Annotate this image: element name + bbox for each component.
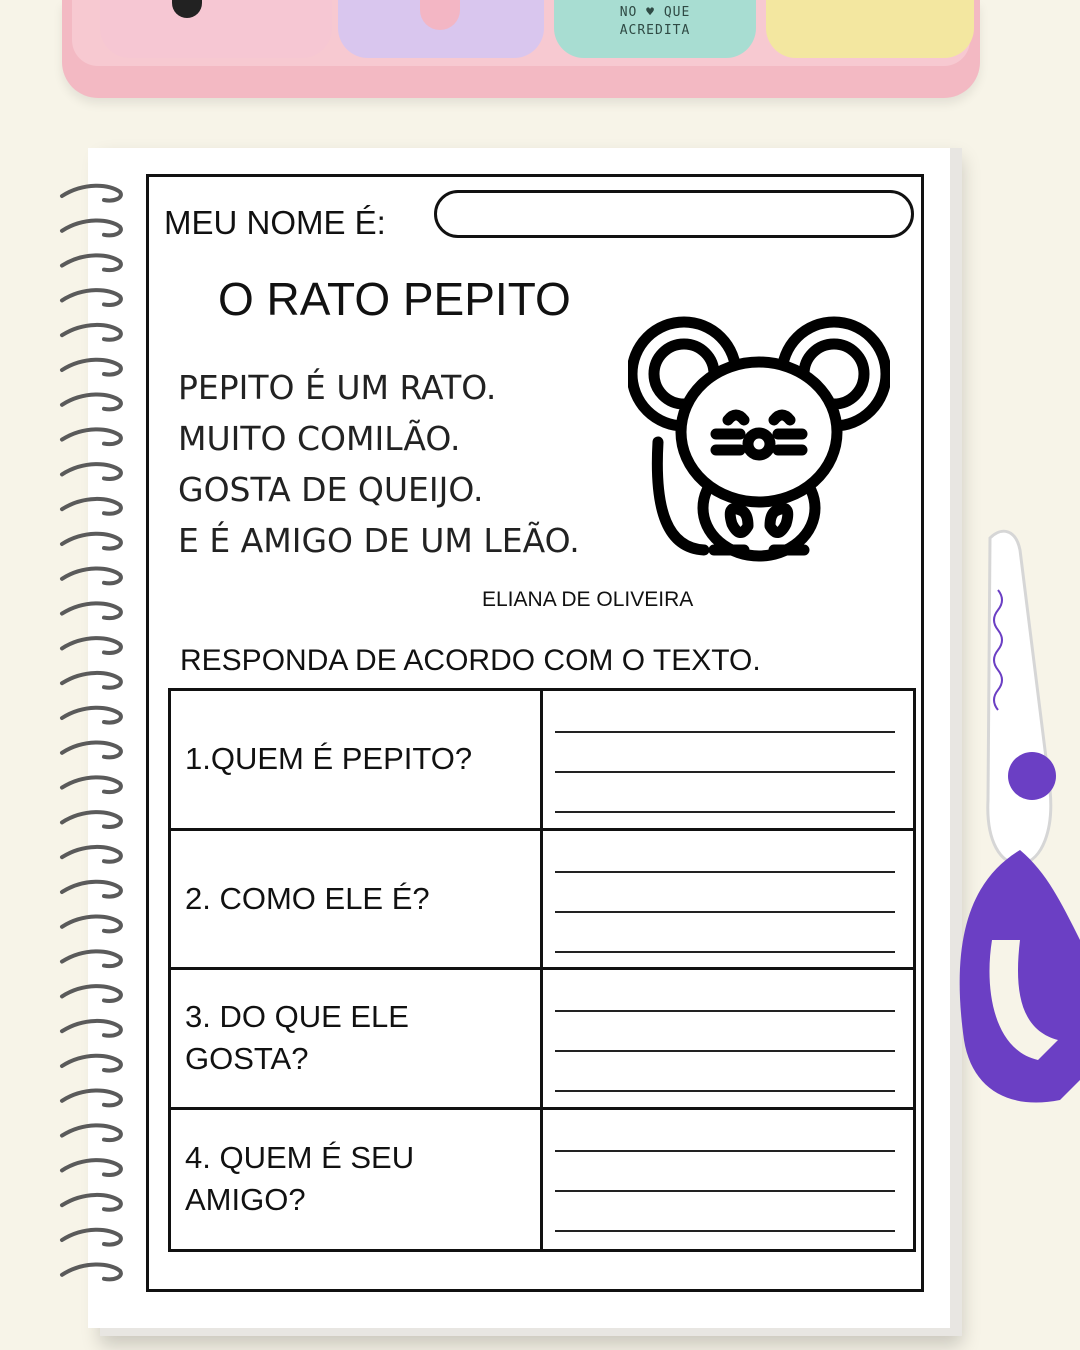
- spiral-ring: [62, 186, 121, 201]
- answer-area[interactable]: [543, 970, 913, 1107]
- author-name: ELIANA DE OLIVEIRA: [482, 588, 694, 611]
- spiral-ring: [62, 429, 121, 444]
- spiral-ring: [62, 290, 121, 305]
- spiral-ring: [62, 325, 121, 340]
- spiral-ring: [62, 499, 121, 514]
- story-line: E É AMIGO DE UM LEÃO.: [178, 521, 580, 560]
- spiral-ring: [62, 360, 121, 375]
- spiral-ring: [62, 255, 121, 270]
- answer-line: [555, 951, 895, 953]
- instruction-text: RESPONDA DE ACORDO COM O TEXTO.: [180, 644, 761, 677]
- spiral-ring: [62, 1160, 121, 1175]
- table-row: [171, 1110, 913, 1250]
- story-line: GOSTA DE QUEIJO.: [178, 470, 484, 509]
- yellow-cup: [766, 0, 974, 58]
- name-field[interactable]: [434, 190, 914, 238]
- spiral-ring: [62, 743, 121, 758]
- spiral-ring: [62, 534, 121, 549]
- spiral-ring: [62, 569, 121, 584]
- question-table: [168, 688, 916, 1252]
- answer-line: [555, 1050, 895, 1052]
- pink-cup: [100, 0, 332, 58]
- spiral-ring: [62, 1021, 121, 1036]
- spiral-ring: [62, 812, 121, 827]
- story-text: [178, 362, 580, 566]
- spiral-ring: [62, 777, 121, 792]
- spiral-ring: [62, 673, 121, 688]
- spiral-ring: [62, 395, 121, 410]
- spiral-ring: [62, 603, 121, 618]
- scissors-icon: [950, 520, 1080, 1140]
- story-line: MUITO COMILÃO.: [178, 419, 461, 458]
- table-row: [171, 691, 913, 831]
- spiral-binding-icon: [54, 178, 128, 1298]
- answer-line: [555, 731, 895, 733]
- answer-line: [555, 1010, 895, 1012]
- answer-line: [555, 1090, 895, 1092]
- spiral-ring: [62, 221, 121, 236]
- spiral-ring: [62, 1195, 121, 1210]
- spiral-ring: [62, 882, 121, 897]
- question-text: 4. QUEM É SEU AMIGO?: [171, 1110, 543, 1250]
- name-label: MEU NOME É:: [164, 204, 386, 241]
- answer-line: [555, 911, 895, 913]
- spiral-ring: [62, 986, 121, 1001]
- answer-area[interactable]: [543, 831, 913, 968]
- cup-text-line2: ACREDITA: [619, 23, 691, 38]
- answer-line: [555, 771, 895, 773]
- spiral-ring: [62, 1056, 121, 1071]
- spiral-ring: [62, 951, 121, 966]
- spiral-ring: [62, 1230, 121, 1245]
- answer-line: [555, 871, 895, 873]
- answer-line: [555, 1150, 895, 1152]
- spiral-ring: [62, 917, 121, 932]
- answer-area[interactable]: [543, 691, 913, 828]
- spiral-ring: [62, 638, 121, 653]
- spiral-ring: [62, 1265, 121, 1280]
- answer-line: [555, 811, 895, 813]
- story-title: O RATO PEPITO: [218, 273, 571, 325]
- question-text: 3. DO QUE ELE GOSTA?: [171, 970, 543, 1107]
- spiral-ring: [62, 1125, 121, 1140]
- cup-text-line1: NO ♥ QUE: [619, 5, 691, 20]
- spiral-ring: [62, 847, 121, 862]
- spiral-ring: [62, 1091, 121, 1106]
- spiral-ring: [62, 464, 121, 479]
- story-line: PEPITO É UM RATO.: [178, 368, 497, 407]
- answer-line: [555, 1190, 895, 1192]
- table-row: [171, 831, 913, 971]
- spiral-ring: [62, 708, 121, 723]
- question-text: 1.QUEM É PEPITO?: [171, 691, 543, 828]
- table-row: [171, 970, 913, 1110]
- question-text: 2. COMO ELE É?: [171, 831, 543, 968]
- answer-area[interactable]: [543, 1110, 913, 1250]
- answer-line: [555, 1230, 895, 1232]
- mouse-icon: [628, 312, 890, 568]
- cup-text: [580, 4, 730, 40]
